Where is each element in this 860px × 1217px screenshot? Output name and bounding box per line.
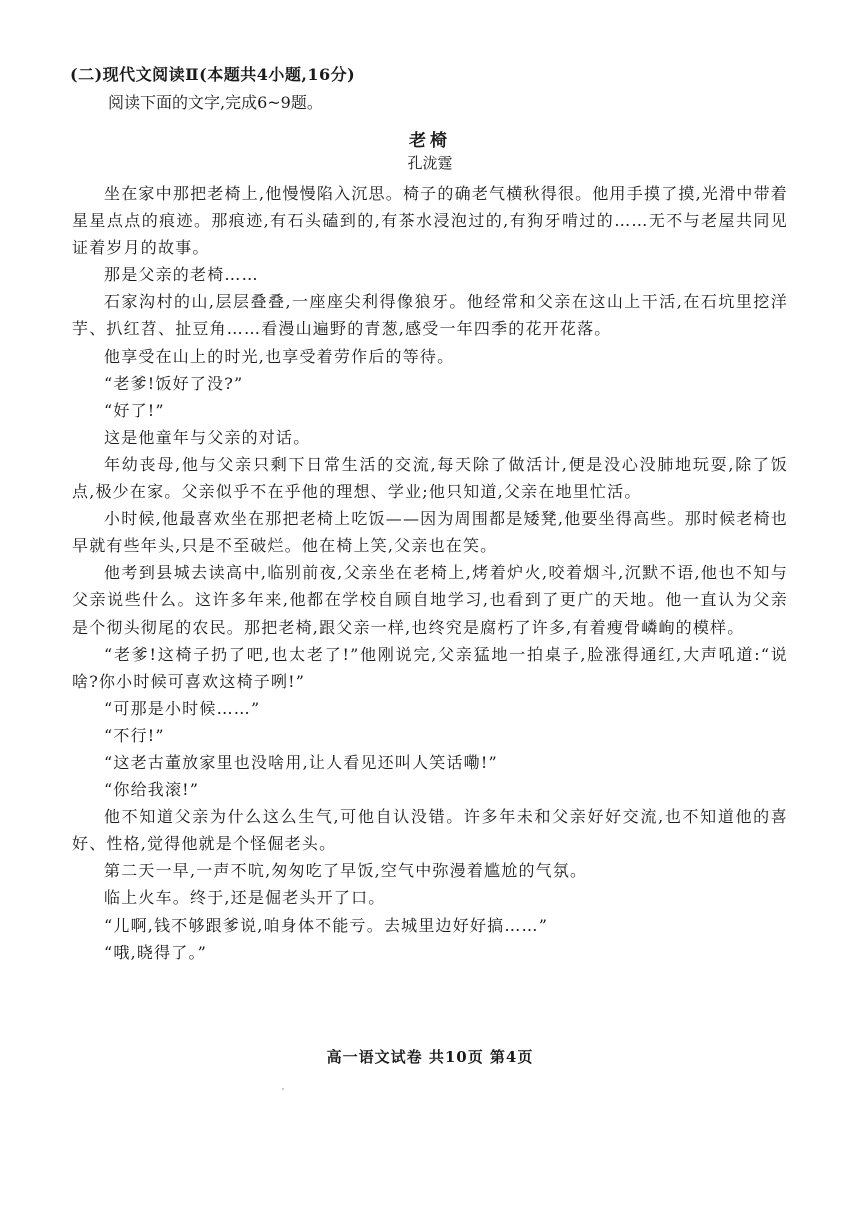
dialogue-line: “你给我滚!” xyxy=(104,780,200,800)
paragraph: 小时候,他最喜欢坐在那把老椅上吃饭——因为周围都是矮凳,他要坐得高些。那时候老椅也早就有些年头,只是不至破烂。他在椅上笑,父亲也在笑。 xyxy=(72,509,788,556)
dialogue-line: “不行!” xyxy=(104,725,165,745)
dialogue-line: “哦,晓得了。” xyxy=(104,942,208,962)
paragraph: 石家沟村的山,层层叠叠,一座座尖利得像狼牙。他经常和父亲在这山上干活,在石坑里挖洋芋、扒红苕、扯豆角……看漫山遍野的青葱,感受一年四季的花开花落。 xyxy=(72,292,788,339)
dialogue-line: “这老古董放家里也没啥用,让人看见还叫人笑话嘞!” xyxy=(104,752,498,772)
paragraph: 这是他童年与父亲的对话。 xyxy=(104,427,311,447)
paragraph: 他不知道父亲为什么这么生气,可他自认没错。许多年未和父亲好好交流,也不知道他的喜好、性格,觉得他就是个怪倔老头。 xyxy=(72,807,788,854)
section-title: (二)现代文阅读Ⅱ(本题共4小题,16分) xyxy=(70,65,356,84)
paragraph: 他考到县城去读高中,临别前夜,父亲坐在老椅上,烤着炉火,咬着烟斗,沉默不语,他也不知与父亲说些什么。这许多年来,他都在学校自顾自地学习,也看到了更广的天地。他一直认为父亲是个彻头彻尾的农民。那把老椅,跟父亲一样,也终究是腐朽了许多,有着瘦骨嶙峋的模样。 xyxy=(72,563,788,637)
paragraph: 坐在家中那把老椅上,他慢慢陷入沉思。椅子的确老气横秋得很。他用手摸了摸,光滑中带着星星点点的痕迹。那痕迹,有石头磕到的,有茶水浸泡过的,有狗牙啃过的……无不与老屋共同见证着岁月的故事。 xyxy=(72,184,788,258)
dialogue-line: “可那是小时候……” xyxy=(104,698,261,718)
paragraph: 第二天一早,一声不吭,匆匆吃了早饭,空气中弥漫着尴尬的气氛。 xyxy=(104,861,588,881)
dialogue-line: “老爹!饭好了没?” xyxy=(104,373,244,393)
page-footer: 高一语文试卷 共10页 第4页 xyxy=(326,1048,534,1066)
article-body xyxy=(72,180,788,966)
dialogue-line: “好了!” xyxy=(104,400,165,420)
paragraph: 临上火车。终于,还是倔老头开了口。 xyxy=(104,888,386,908)
dialogue-line: “老爹!这椅子扔了吧,也太老了!”他刚说完,父亲猛地一拍桌子,脸涨得通红,大声吼道:“说啥?你小时候可喜欢这椅子咧!” xyxy=(72,644,788,691)
dialogue-line: “儿啊,钱不够跟爹说,咱身体不能亏。去城里边好好搞……” xyxy=(104,915,549,935)
article-title: 老椅 xyxy=(409,131,451,151)
paragraph: 他享受在山上的时光,也享受着劳作后的等待。 xyxy=(104,346,455,366)
article-author: 孔泷霆 xyxy=(407,154,453,172)
paragraph: 那是父亲的老椅…… xyxy=(104,265,259,285)
reading-instruction: 阅读下面的文字,完成6~9题。 xyxy=(108,93,323,112)
paragraph: 年幼丧母,他与父亲只剩下日常生活的交流,每天除了做活计,便是没心没肺地玩耍,除了饭点,极少在家。父亲似乎不在乎他的理想、学业;他只知道,父亲在地里忙活。 xyxy=(72,454,788,502)
scan-speck xyxy=(282,1088,284,1090)
